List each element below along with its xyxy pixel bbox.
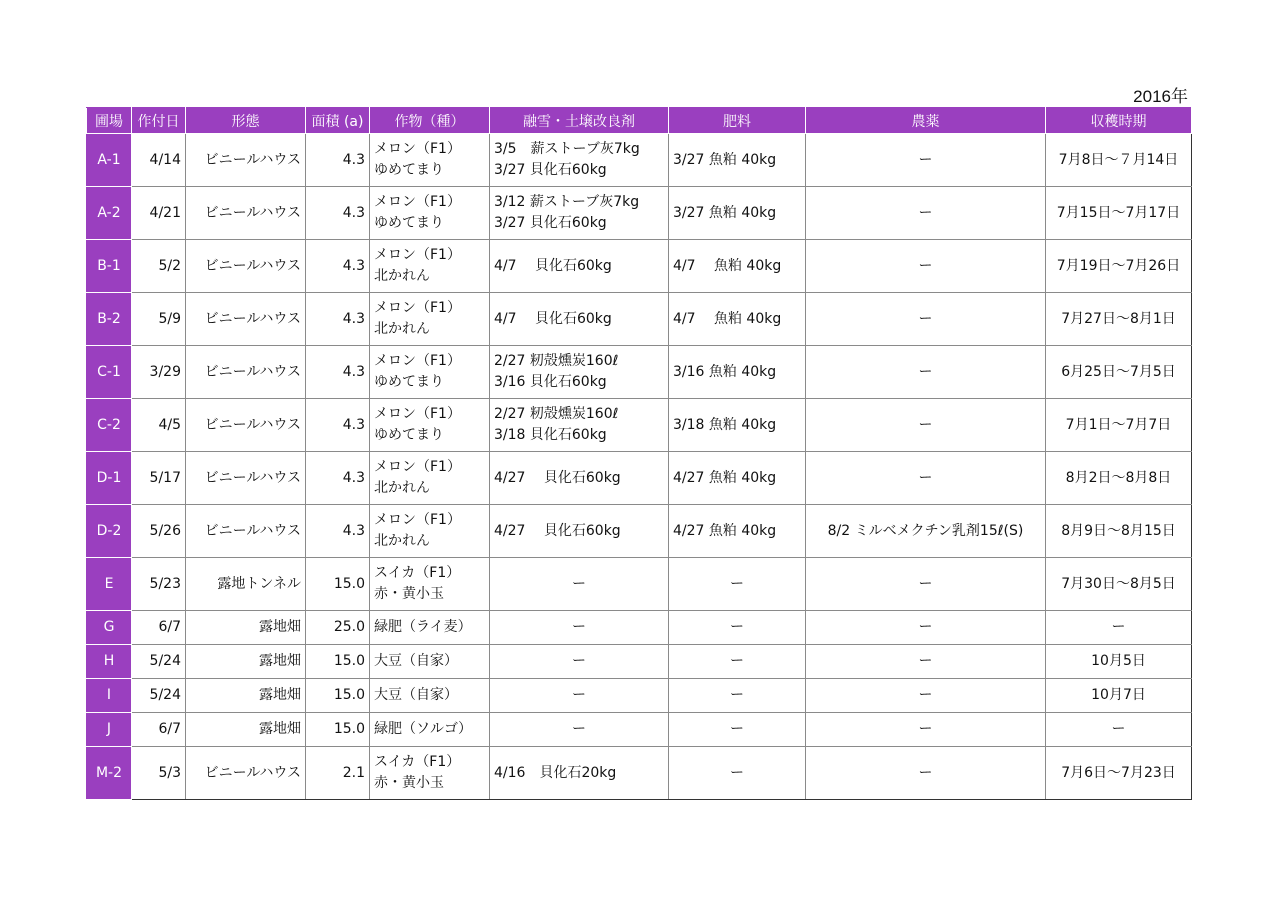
amendment-cell-text: ー	[572, 619, 586, 635]
amendment-cell-text: ー	[572, 687, 586, 703]
area-cell-text: 4.3	[342, 204, 365, 221]
type-cell-text: ビニールハウス	[204, 522, 301, 539]
type-cell	[186, 134, 306, 187]
harvest-cell	[1046, 293, 1192, 346]
crop-cell-text: 北かれん	[374, 533, 430, 549]
fertilizer-cell-text: 4/7 魚粕 40kg	[673, 310, 782, 327]
crop-cell-text: 北かれん	[374, 321, 430, 337]
date-cell	[132, 134, 186, 187]
amendment-cell-text: ー	[572, 721, 586, 737]
table-row	[87, 452, 1192, 505]
field-cell	[87, 187, 132, 240]
crop-cell	[370, 611, 490, 645]
area-cell	[306, 747, 370, 800]
field-cell-text: A-1	[97, 151, 121, 168]
table-row	[87, 346, 1192, 399]
harvest-cell	[1046, 611, 1192, 645]
harvest-cell-text: 7月27日～8月1日	[1061, 310, 1176, 327]
type-cell	[186, 293, 306, 346]
pesticide-cell-text: ー	[918, 721, 933, 737]
field-cell	[87, 293, 132, 346]
type-cell-text: ビニールハウス	[204, 416, 301, 433]
fertilizer-cell	[669, 240, 806, 293]
field-cell-text: M-2	[95, 764, 123, 781]
type-cell-text: ビニールハウス	[204, 310, 301, 327]
harvest-cell-text: 7月6日～7月23日	[1061, 764, 1176, 781]
fertilizer-cell	[669, 452, 806, 505]
field-cell-text: H	[103, 653, 115, 669]
harvest-cell	[1046, 346, 1192, 399]
crop-cell-text: 北かれん	[374, 480, 430, 496]
date-cell-text: 5/24	[149, 653, 181, 669]
table-row	[87, 679, 1192, 713]
fertilizer-cell-text: 3/27 魚粕 40kg	[673, 204, 777, 221]
harvest-cell-text: 10月5日	[1091, 653, 1146, 669]
header-crop: 作物（種）	[370, 108, 490, 134]
crop-cell-text: 大豆（自家）	[374, 653, 458, 669]
crop-cell-text: 北かれん	[374, 268, 430, 284]
type-cell-text: ビニールハウス	[204, 363, 301, 380]
amendment-cell-text: 4/27 貝化石60kg	[494, 522, 621, 539]
harvest-cell	[1046, 452, 1192, 505]
pesticide-cell	[806, 346, 1046, 399]
area-cell	[306, 134, 370, 187]
area-cell-text: 15.0	[333, 687, 365, 703]
date-cell-text: 5/23	[149, 575, 181, 592]
pesticide-cell-text: ー	[918, 764, 933, 781]
type-cell	[186, 505, 306, 558]
fertilizer-cell	[669, 679, 806, 713]
harvest-cell	[1046, 645, 1192, 679]
fertilizer-cell	[669, 747, 806, 800]
date-cell-text: 5/17	[149, 469, 181, 486]
fertilizer-cell-text: ー	[730, 619, 744, 635]
area-cell-text: 15.0	[333, 721, 365, 737]
header-harvest: 収穫時期	[1046, 108, 1192, 134]
amendment-cell-text: 4/16 貝化石20kg	[494, 764, 617, 781]
crop-cell-text: ゆめてまり	[374, 215, 444, 231]
area-cell-text: 4.3	[342, 522, 365, 539]
amendment-cell-text: 3/27 貝化石60kg	[494, 162, 607, 178]
crop-cell	[370, 558, 490, 611]
fertilizer-cell-text: ー	[730, 721, 744, 737]
field-cell	[87, 240, 132, 293]
pesticide-cell-text: ー	[918, 151, 933, 168]
date-cell	[132, 240, 186, 293]
crop-cell-text: メロン（F1）	[374, 406, 461, 422]
harvest-cell-text: ー	[1111, 721, 1126, 737]
area-cell-text: 4.3	[342, 416, 365, 433]
pesticide-cell-text: ー	[918, 363, 933, 380]
date-cell-text: 3/29	[149, 363, 181, 380]
amendment-cell	[490, 747, 669, 800]
amendment-cell	[490, 187, 669, 240]
crop-cell	[370, 747, 490, 800]
crop-cell-text: スイカ（F1）	[374, 565, 461, 581]
amendment-cell	[490, 505, 669, 558]
crop-cell-text: 緑肥（ライ麦）	[374, 619, 472, 635]
pesticide-cell	[806, 452, 1046, 505]
area-cell-text: 4.3	[342, 310, 365, 327]
pesticide-cell	[806, 505, 1046, 558]
field-cell	[87, 134, 132, 187]
fertilizer-cell	[669, 399, 806, 452]
type-cell	[186, 747, 306, 800]
amendment-cell	[490, 611, 669, 645]
amendment-cell-text: 3/18 貝化石60kg	[494, 427, 607, 443]
amendment-cell-text: 2/27 籾殻燻炭160ℓ	[494, 353, 619, 369]
date-cell	[132, 558, 186, 611]
type-cell-text: ビニールハウス	[204, 469, 301, 486]
header-soil-amendment: 融雪・土壌改良剤	[490, 108, 669, 134]
header-date: 作付日	[132, 108, 186, 134]
crop-cell	[370, 713, 490, 747]
harvest-cell	[1046, 399, 1192, 452]
fertilizer-cell-text: ー	[730, 575, 744, 592]
pesticide-cell-text: 8/2 ミルベメクチン乳剤15ℓ(S)	[827, 522, 1024, 539]
area-cell-text: 4.3	[342, 469, 365, 486]
pesticide-cell	[806, 399, 1046, 452]
crop-cell-text: メロン（F1）	[374, 353, 461, 369]
crop-cell	[370, 679, 490, 713]
type-cell-text: ビニールハウス	[204, 204, 301, 221]
harvest-cell-text: 7月19日～7月26日	[1056, 257, 1181, 274]
area-cell	[306, 505, 370, 558]
fertilizer-cell-text: ー	[730, 764, 744, 781]
pesticide-cell-text: ー	[918, 310, 933, 327]
field-cell-text: J	[106, 721, 112, 737]
harvest-cell-text: 7月30日～8月5日	[1061, 575, 1176, 592]
crop-cell-text: 赤・黄小玉	[374, 586, 444, 602]
date-cell-text: 6/7	[158, 721, 181, 737]
type-cell	[186, 713, 306, 747]
date-cell	[132, 293, 186, 346]
table-row	[87, 558, 1192, 611]
crop-cell-text: メロン（F1）	[374, 512, 461, 528]
crop-cell-text: 赤・黄小玉	[374, 775, 444, 791]
year-label: 2016年	[1133, 87, 1188, 106]
harvest-cell	[1046, 713, 1192, 747]
harvest-cell-text: 6月25日～7月5日	[1061, 363, 1176, 380]
type-cell	[186, 187, 306, 240]
pesticide-cell	[806, 187, 1046, 240]
area-cell	[306, 645, 370, 679]
crop-table	[86, 107, 1192, 800]
date-cell	[132, 679, 186, 713]
amendment-cell-text: 4/7 貝化石60kg	[494, 310, 612, 327]
type-cell	[186, 645, 306, 679]
pesticide-cell-text: ー	[918, 653, 933, 669]
table-row	[87, 240, 1192, 293]
type-cell-text: ビニールハウス	[204, 764, 301, 781]
pesticide-cell	[806, 679, 1046, 713]
field-cell	[87, 399, 132, 452]
pesticide-cell	[806, 747, 1046, 800]
crop-cell-text: メロン（F1）	[374, 459, 461, 475]
header-pesticide: 農薬	[806, 108, 1046, 134]
table-row	[87, 611, 1192, 645]
date-cell	[132, 346, 186, 399]
type-cell-text: 露地トンネル	[217, 575, 301, 592]
date-cell-text: 5/24	[149, 687, 181, 703]
table-row	[87, 645, 1192, 679]
area-cell	[306, 611, 370, 645]
area-cell	[306, 558, 370, 611]
header-area: 面積 (a)	[306, 108, 370, 134]
pesticide-cell-text: ー	[918, 204, 933, 221]
field-cell-text: I	[106, 687, 112, 703]
pesticide-cell-text: ー	[918, 619, 933, 635]
type-cell-text: ビニールハウス	[204, 257, 301, 274]
amendment-cell	[490, 558, 669, 611]
date-cell-text: 4/5	[158, 416, 181, 433]
fertilizer-cell-text: 3/27 魚粕 40kg	[673, 151, 777, 168]
date-cell-text: 6/7	[158, 619, 181, 635]
field-cell-text: B-2	[97, 310, 121, 327]
area-cell	[306, 346, 370, 399]
type-cell	[186, 399, 306, 452]
pesticide-cell-text: ー	[918, 469, 933, 486]
crop-cell-text: メロン（F1）	[374, 300, 461, 316]
crop-cell-text: ゆめてまり	[374, 427, 444, 443]
fertilizer-cell	[669, 505, 806, 558]
date-cell	[132, 645, 186, 679]
field-cell-text: C-1	[97, 363, 121, 380]
date-cell	[132, 399, 186, 452]
field-cell	[87, 713, 132, 747]
amendment-cell-text: 2/27 籾殻燻炭160ℓ	[494, 406, 619, 422]
field-cell-text: D-2	[96, 522, 122, 539]
pesticide-cell	[806, 558, 1046, 611]
fertilizer-cell	[669, 134, 806, 187]
crop-cell-text: メロン（F1）	[374, 247, 461, 263]
field-cell	[87, 747, 132, 800]
area-cell	[306, 187, 370, 240]
amendment-cell	[490, 399, 669, 452]
fertilizer-cell	[669, 558, 806, 611]
field-cell	[87, 645, 132, 679]
fertilizer-cell	[669, 293, 806, 346]
field-cell	[87, 346, 132, 399]
amendment-cell	[490, 134, 669, 187]
pesticide-cell	[806, 293, 1046, 346]
date-cell-text: 4/14	[149, 151, 181, 168]
harvest-cell	[1046, 505, 1192, 558]
fertilizer-cell	[669, 611, 806, 645]
field-cell	[87, 452, 132, 505]
date-cell-text: 5/3	[158, 764, 181, 781]
fertilizer-cell-text: 3/18 魚粕 40kg	[673, 416, 777, 433]
header-field: 圃場	[87, 108, 132, 134]
fertilizer-cell	[669, 346, 806, 399]
type-cell	[186, 611, 306, 645]
field-cell-text: C-2	[97, 416, 121, 433]
date-cell	[132, 747, 186, 800]
pesticide-cell	[806, 611, 1046, 645]
fertilizer-cell-text: 4/27 魚粕 40kg	[673, 522, 777, 539]
pesticide-cell-text: ー	[918, 416, 933, 433]
area-cell-text: 25.0	[333, 619, 365, 635]
area-cell-text: 15.0	[333, 575, 365, 592]
pesticide-cell	[806, 713, 1046, 747]
field-cell	[87, 679, 132, 713]
fertilizer-cell-text: 4/7 魚粕 40kg	[673, 257, 782, 274]
amendment-cell-text: 3/12 薪ストーブ灰7kg	[494, 194, 640, 210]
crop-cell-text: メロン（F1）	[374, 141, 461, 157]
amendment-cell-text: 4/27 貝化石60kg	[494, 469, 621, 486]
crop-cell	[370, 645, 490, 679]
date-cell	[132, 611, 186, 645]
fertilizer-cell-text: 3/16 魚粕 40kg	[673, 363, 777, 380]
type-cell-text: ビニールハウス	[204, 151, 301, 168]
crop-cell-text: ゆめてまり	[374, 374, 444, 390]
area-cell-text: 4.3	[342, 363, 365, 380]
type-cell	[186, 558, 306, 611]
type-cell	[186, 346, 306, 399]
harvest-cell-text: 7月1日～7月7日	[1065, 416, 1172, 433]
area-cell	[306, 399, 370, 452]
amendment-cell	[490, 713, 669, 747]
type-cell	[186, 679, 306, 713]
table-row	[87, 713, 1192, 747]
harvest-cell	[1046, 134, 1192, 187]
crop-cell	[370, 346, 490, 399]
harvest-cell	[1046, 187, 1192, 240]
field-cell	[87, 558, 132, 611]
amendment-cell-text: ー	[572, 575, 586, 592]
field-cell	[87, 505, 132, 558]
crop-cell	[370, 505, 490, 558]
amendment-cell	[490, 240, 669, 293]
table-row	[87, 187, 1192, 240]
table-row	[87, 747, 1192, 800]
amendment-cell	[490, 452, 669, 505]
harvest-cell-text: 10月7日	[1091, 687, 1146, 703]
pesticide-cell	[806, 134, 1046, 187]
harvest-cell	[1046, 747, 1192, 800]
crop-cell	[370, 240, 490, 293]
type-cell-text: 露地畑	[259, 721, 301, 737]
amendment-cell	[490, 645, 669, 679]
header-type: 形態	[186, 108, 306, 134]
crop-cell	[370, 399, 490, 452]
crop-cell	[370, 452, 490, 505]
date-cell	[132, 713, 186, 747]
area-cell	[306, 713, 370, 747]
area-cell-text: 4.3	[342, 151, 365, 168]
pesticide-cell-text: ー	[918, 575, 933, 592]
crop-cell-text: 緑肥（ソルゴ）	[374, 721, 472, 737]
crop-cell	[370, 134, 490, 187]
field-cell-text: G	[103, 619, 115, 635]
amendment-cell-text: 3/16 貝化石60kg	[494, 374, 607, 390]
area-cell-text: 15.0	[333, 653, 365, 669]
amendment-cell-text: 3/5 薪ストーブ灰7kg	[494, 141, 640, 157]
fertilizer-cell-text: 4/27 魚粕 40kg	[673, 469, 777, 486]
crop-cell	[370, 187, 490, 240]
harvest-cell-text: 8月9日～8月15日	[1061, 522, 1176, 539]
harvest-cell-text: 7月8日～７月14日	[1058, 151, 1179, 168]
area-cell	[306, 240, 370, 293]
field-cell-text: D-1	[96, 469, 122, 486]
area-cell-text: 2.1	[342, 764, 365, 781]
fertilizer-cell	[669, 187, 806, 240]
header-row	[87, 108, 1192, 134]
date-cell-text: 4/21	[149, 204, 181, 221]
amendment-cell-text: ー	[572, 653, 586, 669]
harvest-cell	[1046, 240, 1192, 293]
amendment-cell	[490, 293, 669, 346]
date-cell	[132, 187, 186, 240]
fertilizer-cell-text: ー	[730, 687, 744, 703]
field-cell-text: B-1	[97, 257, 121, 274]
date-cell-text: 5/26	[149, 522, 181, 539]
table-row	[87, 134, 1192, 187]
type-cell	[186, 240, 306, 293]
crop-cell	[370, 293, 490, 346]
date-cell-text: 5/9	[158, 310, 181, 327]
table-row	[87, 293, 1192, 346]
area-cell-text: 4.3	[342, 257, 365, 274]
area-cell	[306, 452, 370, 505]
table-row	[87, 399, 1192, 452]
amendment-cell	[490, 679, 669, 713]
type-cell-text: 露地畑	[259, 619, 301, 635]
date-cell	[132, 452, 186, 505]
harvest-cell-text: 7月15日～7月17日	[1056, 204, 1181, 221]
fertilizer-cell-text: ー	[730, 653, 744, 669]
field-cell	[87, 611, 132, 645]
area-cell	[306, 679, 370, 713]
harvest-cell-text: ー	[1111, 619, 1126, 635]
pesticide-cell	[806, 645, 1046, 679]
date-cell	[132, 505, 186, 558]
amendment-cell-text: 3/27 貝化石60kg	[494, 215, 607, 231]
field-cell-text: A-2	[97, 204, 121, 221]
amendment-cell	[490, 346, 669, 399]
fertilizer-cell	[669, 645, 806, 679]
pesticide-cell	[806, 240, 1046, 293]
type-cell-text: 露地畑	[259, 653, 301, 669]
harvest-cell	[1046, 558, 1192, 611]
type-cell	[186, 452, 306, 505]
header-fertilizer: 肥料	[669, 108, 806, 134]
fertilizer-cell	[669, 713, 806, 747]
type-cell-text: 露地畑	[259, 687, 301, 703]
harvest-cell	[1046, 679, 1192, 713]
date-cell-text: 5/2	[158, 257, 181, 274]
table-row	[87, 505, 1192, 558]
harvest-cell-text: 8月2日～8月8日	[1065, 469, 1172, 486]
crop-cell-text: メロン（F1）	[374, 194, 461, 210]
area-cell	[306, 293, 370, 346]
pesticide-cell-text: ー	[918, 257, 933, 274]
pesticide-cell-text: ー	[918, 687, 933, 703]
field-cell-text: E	[104, 575, 114, 592]
crop-cell-text: ゆめてまり	[374, 162, 444, 178]
amendment-cell-text: 4/7 貝化石60kg	[494, 257, 612, 274]
crop-cell-text: スイカ（F1）	[374, 754, 461, 770]
crop-cell-text: 大豆（自家）	[374, 687, 458, 703]
